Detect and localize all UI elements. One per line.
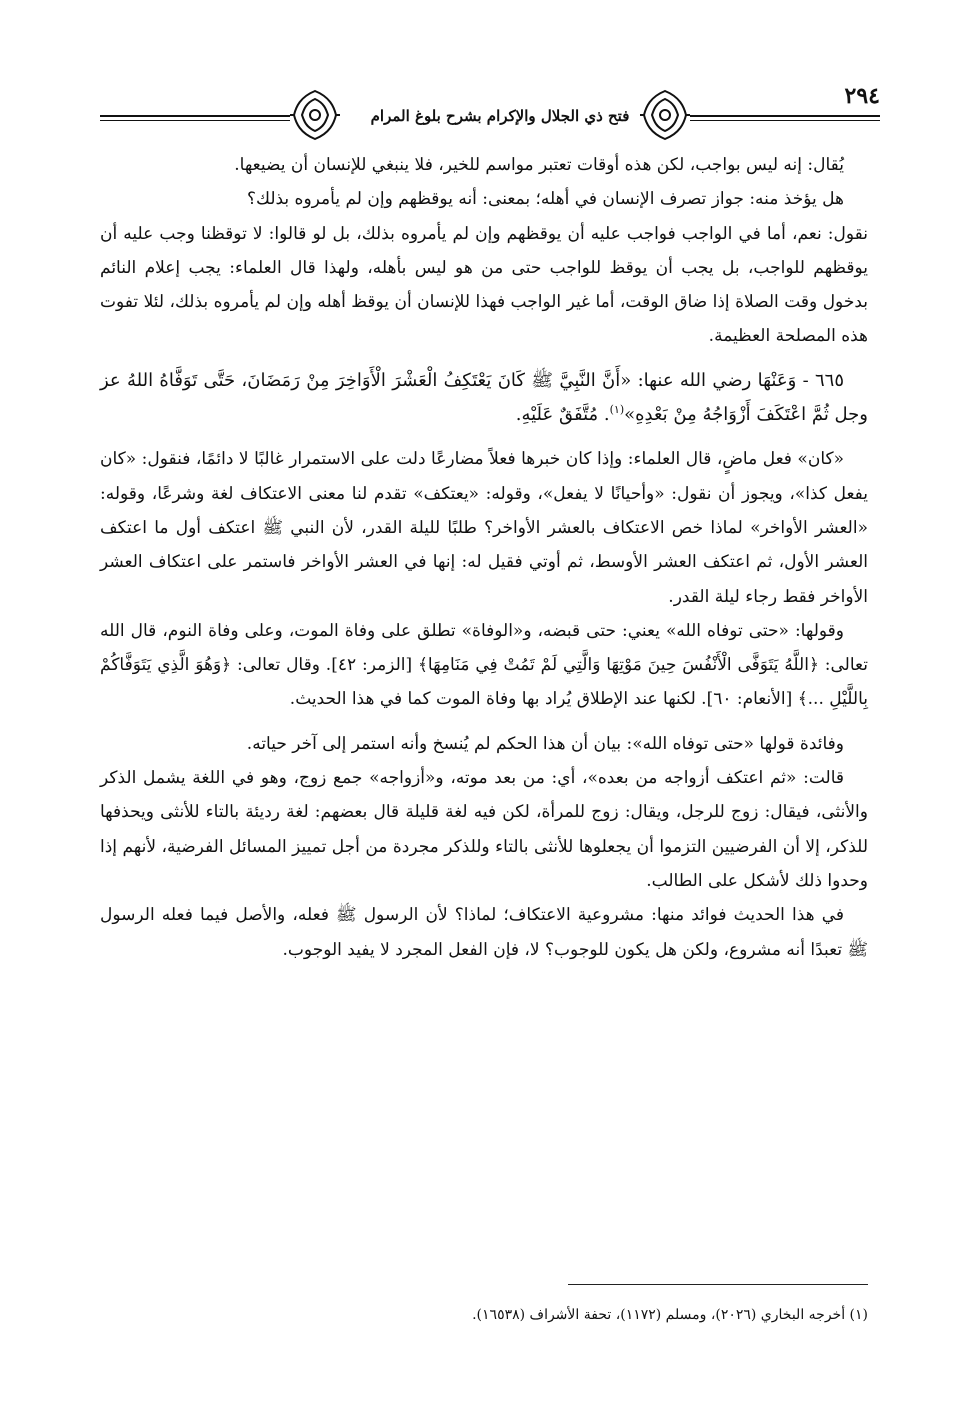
- footnote-reference: (١): [609, 403, 625, 417]
- footnote-separator: [568, 1284, 868, 1285]
- commentary-paragraph: وقولها: «حتى توفاه الله» يعني: حتى قبضه، و«الوفاة» تطلق على وفاة الموت، وعلى وفاة النوم، قال الله تعالى: ﴿اللَّهُ يَتَوَفَّى الْأَنْفُسَ حِينَ مَوْتِهَا وَالَّتِي لَمْ تَمُتْ فِي مَنَامِهَا﴾ [الزمر: ٤٢]. وقال تعالى: ﴿وَهُوَ الَّذِي يَتَوَفَّاكُمْ بِاللَّيْلِ ...﴾ [الأنعام: ٦٠]. لكنها عند الإطلاق يُراد بها وفاة الموت كما في هذا الحديث.: [100, 620, 868, 710]
- ornament-left-icon: [290, 87, 340, 143]
- paragraph: يُقال: إنه ليس بواجب، لكن هذه أوقات تعتبر مواسم للخير، فلا ينبغي للإنسان أن يضيعها.: [234, 155, 844, 175]
- hadith-text: [100, 364, 868, 433]
- paragraph: هل يؤخذ منه: جواز تصرف الإنسان في أهله؛ بمعنى: أنه يوقظهم وإن لم يأمروه بذلك؟: [246, 189, 844, 210]
- ornament-right-icon: [640, 87, 690, 143]
- page-body: [100, 148, 868, 967]
- commentary-paragraph: في هذا الحديث فوائد منها: مشروعية الاعتكاف؛ لماذا؟ لأن الرسول ﷺ فعله، والأصل فيما فعله الرسول ﷺ تعبدًا أنه مشروع، ولكن هل يكون للوجوب؟ لا، فإن الفعل المجرد لا يفيد الوجوب.: [100, 905, 868, 960]
- page-number: ٢٩٤: [844, 83, 880, 109]
- footnote: (١) أخرجه البخاري (٢٠٢٦)، ومسلم (١١٧٢)، تحفة الأشراف (١٦٥٣٨).: [472, 1307, 868, 1323]
- page-header: [100, 75, 880, 145]
- hadith-source: . مُتَّفَقٌ عَلَيْهِ.: [515, 404, 610, 426]
- paragraph: نقول: نعم، أما في الواجب فواجب عليه أن يوقظهم وإن لم يأمروه بذلك، بل لو قالوا: لا توقظنا وجب عليه أن يوقظهم للواجب، بل يجب أن يوقظ للواجب حتى من هو ليس بأهله، ولهذا قال العلماء: يجب إعلام النائم بدخول وقت الصلاة إذا ضاق الوقت، أما غير الواجب فهذا للإنسان أن يوقظ أهله وإن لم يأمروه بذلك، لئلا تفوت هذه المصلحة العظيمة.: [100, 223, 868, 347]
- hadith-body: ٦٦٥ - وَعَنْهَا رضي الله عنها: «أَنَّ النَّبِيَّ ﷺ كَانَ يَعْتَكِفُ الْعَشْرَ الْأَوَاخِرَ مِنْ رَمَضَانَ، حَتَّى تَوَفَّاهُ اللهُ عز وجل ثُمَّ اعْتَكَفَ أَزْوَاجُهُ مِنْ بَعْدِهِ»: [100, 369, 868, 426]
- commentary-paragraph: «كان» فعل ماضٍ، قال العلماء: وإذا كان خبرها فعلاً مضارعًا دلت على الاستمرار غالبًا لا دائمًا، فنقول: «كان يفعل كذا»، ويجوز أن نقول: «وأحيانًا لا يفعل»، وقوله: «يعتكف» تقدم لنا معنى الاعتكاف لغة وشرعًا، وقوله: «العشر الأواخر» لماذا خص الاعتكاف بالعشر الأواخر؟ طلبًا لليلة القدر، لأن النبي ﷺ اعتكف أول ما اعتكف العشر الأول، ثم اعتكف العشر الأوسط، ثم أوتي فقيل له: إنها في العشر الأواخر فاستمر على اعتكاف العشر الأواخر فقط رجاء ليلة القدر.: [100, 449, 868, 607]
- book-title: فتح ذي الجلال والإكرام بشرح بلوغ المرام: [340, 97, 660, 135]
- commentary-paragraph: وفائدة قولها «حتى توفاه الله»: بيان أن هذا الحكم لم يُنسخ وأنه استمر إلى آخر حياته.: [246, 733, 844, 754]
- commentary-paragraph: قالت: «ثم اعتكف أزواجه من بعده»، أي: من بعد موته، و«أزواجه» جمع زوج، وهو في اللغة يشمل الذكر والأنثى، فيقال: زوج للرجل، ويقال: زوج للمرأة، لكن فيه لغة قليلة قال بعضهم: لغة رديئة بالتاء للأنثى ويحذفها للذكر، إلا أن الفرضيين التزموا أن يجعلوها للأنثى بالتاء وللذكر مجردة من أجل تمييز المسائل الفرضية، لأنهم إذا وحدوا ذلك لأشكل على الطالب.: [100, 768, 868, 891]
